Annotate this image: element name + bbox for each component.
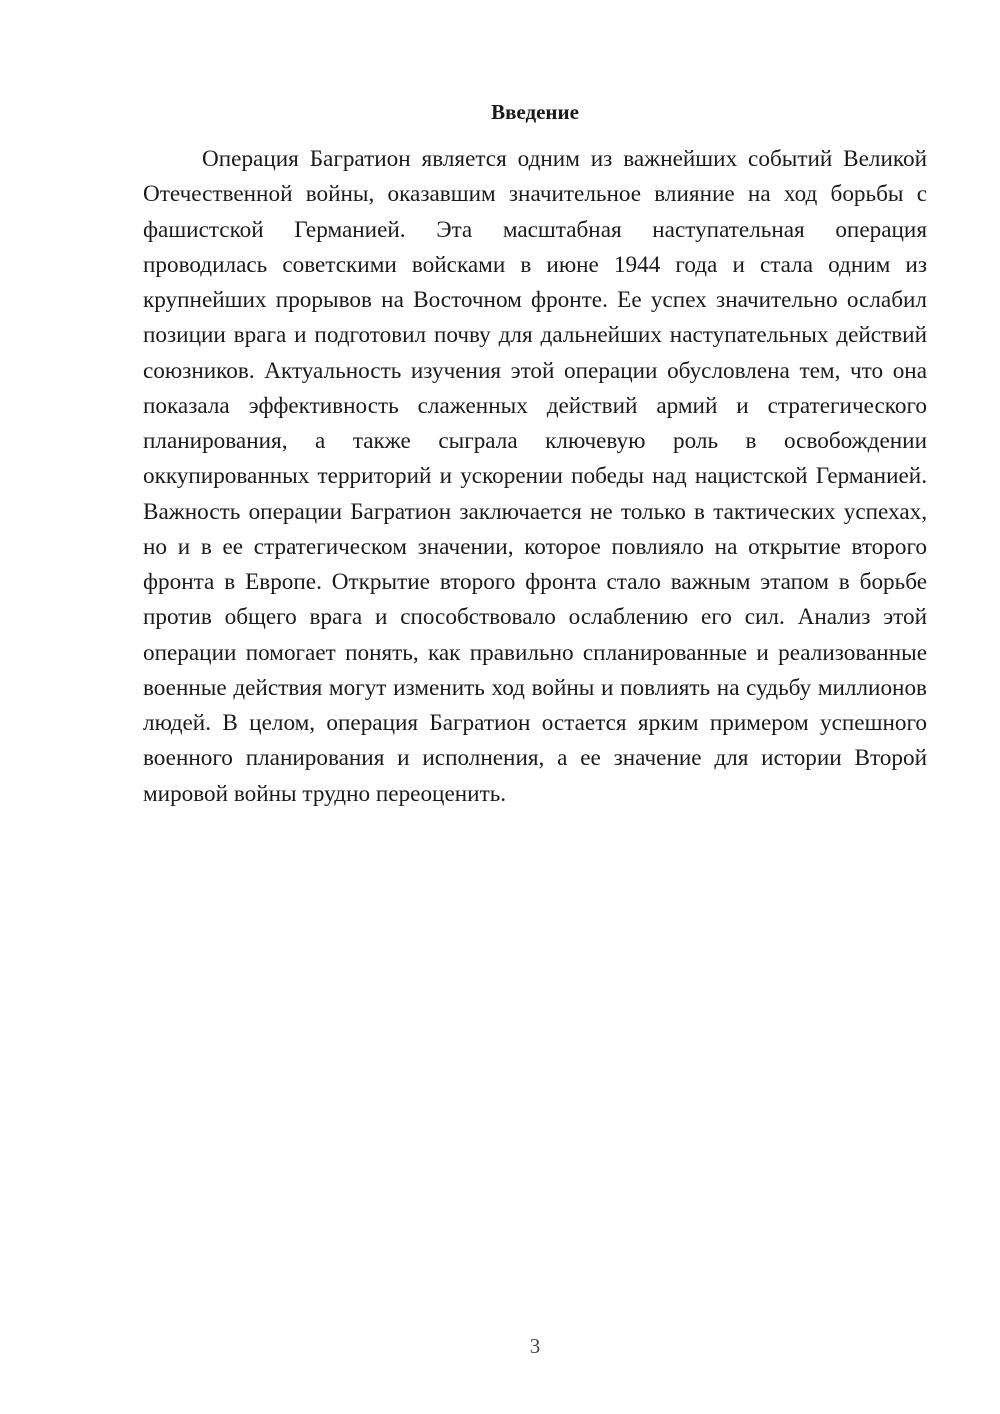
section-heading: Введение: [491, 100, 579, 124]
page-number: 3: [529, 1334, 541, 1358]
body-paragraph: Операция Багратион является одним из важнейших событий Великой Отечественной войны, оказавшим значительное влияние на ход борьбы с фашистской Германией. Эта масштабная наступательная операция проводилась советскими войсками в июне 1944 года и стала одним из крупнейших прорывов на Восточном фронте. Ее успех значительно ослабил позиции врага и подготовил почву для дальнейших наступательных действий союзников. Актуальность изучения этой операции обусловлена тем, что она показала эффективность слаженных действий армий и стратегического планирования, а также сыграла ключевую роль в освобождении оккупированных территорий и ускорении победы над нацистской Германией. Важность операции Багратион заключается не только в тактических успехах, но и в ее стратегическом значении, которое повлияло на открытие второго фронта в Европе. Открытие второго фронта стало важным этапом в борьбе против общего врага и способствовало ослаблению его сил. Анализ этой операции помогает понять, как правильно спланированные и реализованные военные действия могут изменить ход войны и повлиять на судьбу миллионов людей. В целом, операция Багратион остается ярким примером успешного военного планирования и исполнения, а ее значение для истории Второй мировой войны трудно переоценить.: [143, 146, 927, 807]
